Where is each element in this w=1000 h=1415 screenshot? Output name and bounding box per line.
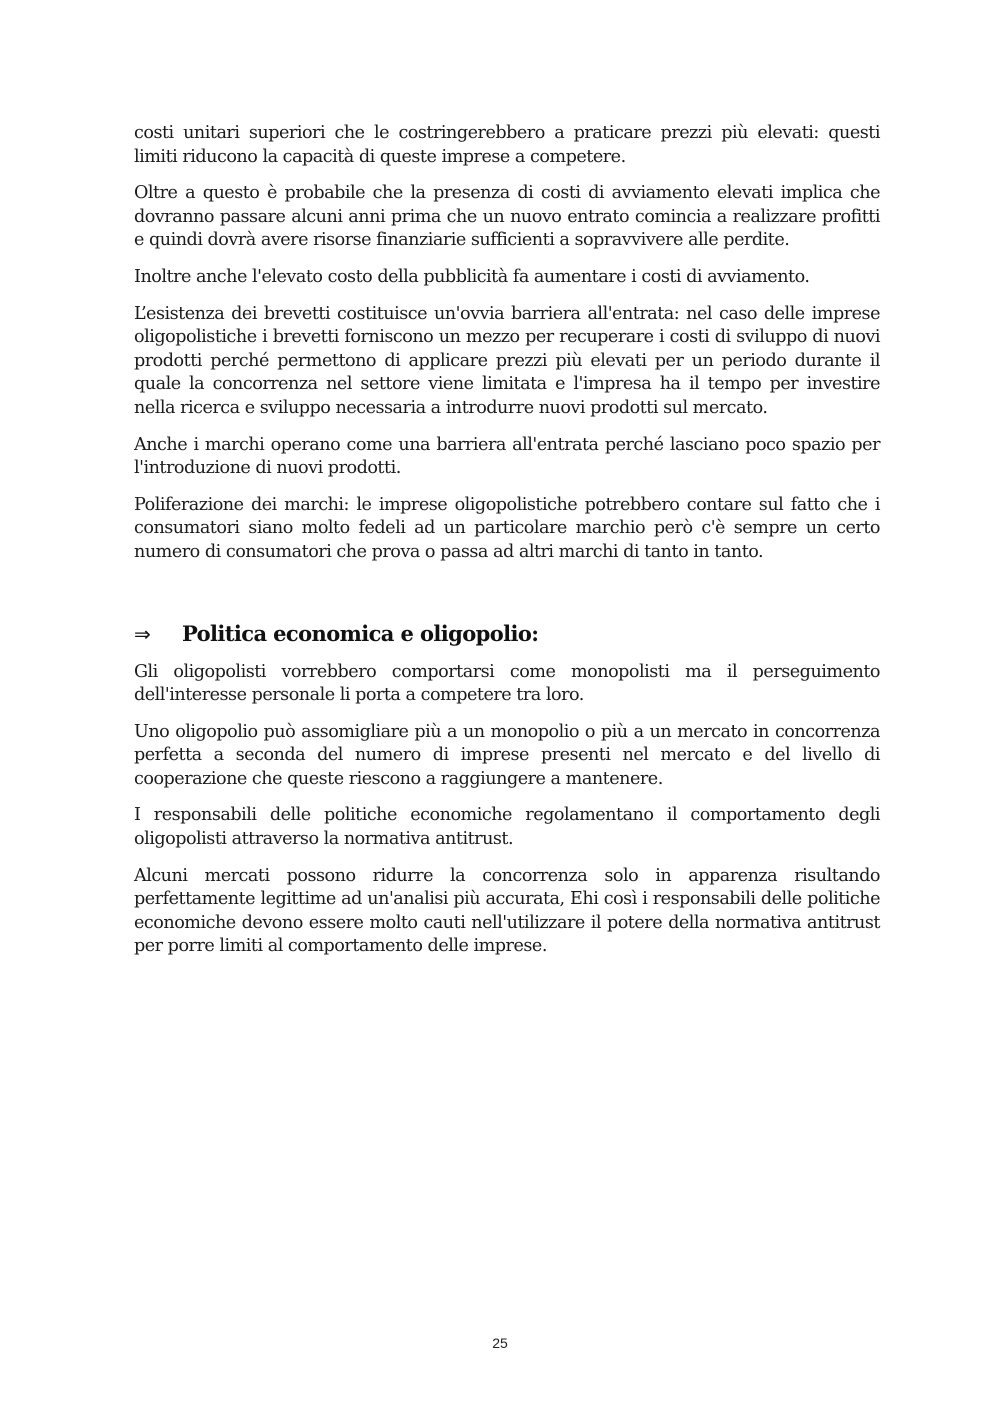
paragraph-oligopolists: Gli oligopolisti vorrebbero comportarsi come monopolisti ma il perseguimento dell'interesse personale li porta a competere tra loro.: [134, 661, 880, 706]
double-right-arrow-icon: ⇒: [134, 621, 151, 646]
paragraph-apparent-competition: Alcuni mercati possono ridurre la concorrenza solo in apparenza risultando perfettamente legittime ad un'analisi più accurata, Ehi così i responsabili delle politiche economiche devono essere molto cauti nell'utilizzare il potere della normativa antitrust per porre limiti al comportamento delle imprese.: [134, 865, 880, 957]
section-heading: [134, 621, 880, 647]
page-number: 25: [492, 1335, 508, 1351]
paragraph-startup-costs: Oltre a questo è probabile che la presenza di costi di avviamento elevati implica che dovranno passare alcuni anni prima che un nuovo entrato comincia a realizzare profitti e quindi dovrà avere risorse finanziarie sufficienti a sopravvivere alle perdite.: [134, 183, 880, 251]
paragraph-patents: L’esistenza dei brevetti costituisce un'ovvia barriera all'entrata: nel caso delle imprese oligopolistiche i brevetti forniscono un mezzo per recuperare i costi di sviluppo di nuovi prodotti perché permettono di applicare prezzi più elevati per un periodo durante il quale la concorrenza nel settore viene limitata e l'impresa ha il tempo per investire nella ricerca e sviluppo necessaria a introdurre nuovi prodotti sul mercato.: [134, 303, 880, 418]
paragraph-monopoly-comparison: Uno oligopolio può assomigliare più a un monopolio o più a un mercato in concorrenza perfetta a seconda del numero di imprese presenti nel mercato e del livello di cooperazione che queste riescono a raggiungere a mantenere.: [134, 721, 880, 789]
paragraph-unit-costs: costi unitari superiori che le costringerebbero a praticare prezzi più elevati: questi limiti riducono la capacità di queste imprese a competere.: [134, 123, 880, 167]
section-title: Politica economica e oligopolio:: [182, 620, 539, 646]
paragraph-antitrust-regulation: I responsabili delle politiche economiche regolamentano il comportamento degli oligopolisti attraverso la normativa antitrust.: [134, 805, 880, 850]
paragraph-advertising-costs: Inoltre anche l'elevato costo della pubblicità fa aumentare i costi di avviamento.: [134, 266, 810, 287]
paragraph-brands: Anche i marchi operano come una barriera all'entrata perché lasciano poco spazio per l'introduzione di nuovi prodotti.: [134, 434, 880, 479]
paragraph-brand-proliferation: Poliferazione dei marchi: le imprese oligopolistiche potrebbero contare sul fatto che i consumatori siano molto fedeli ad un particolare marchio però c'è sempre un certo numero di consumatori che prova o passa ad altri marchi di tanto in tanto.: [134, 494, 880, 562]
page-body: [134, 122, 880, 972]
